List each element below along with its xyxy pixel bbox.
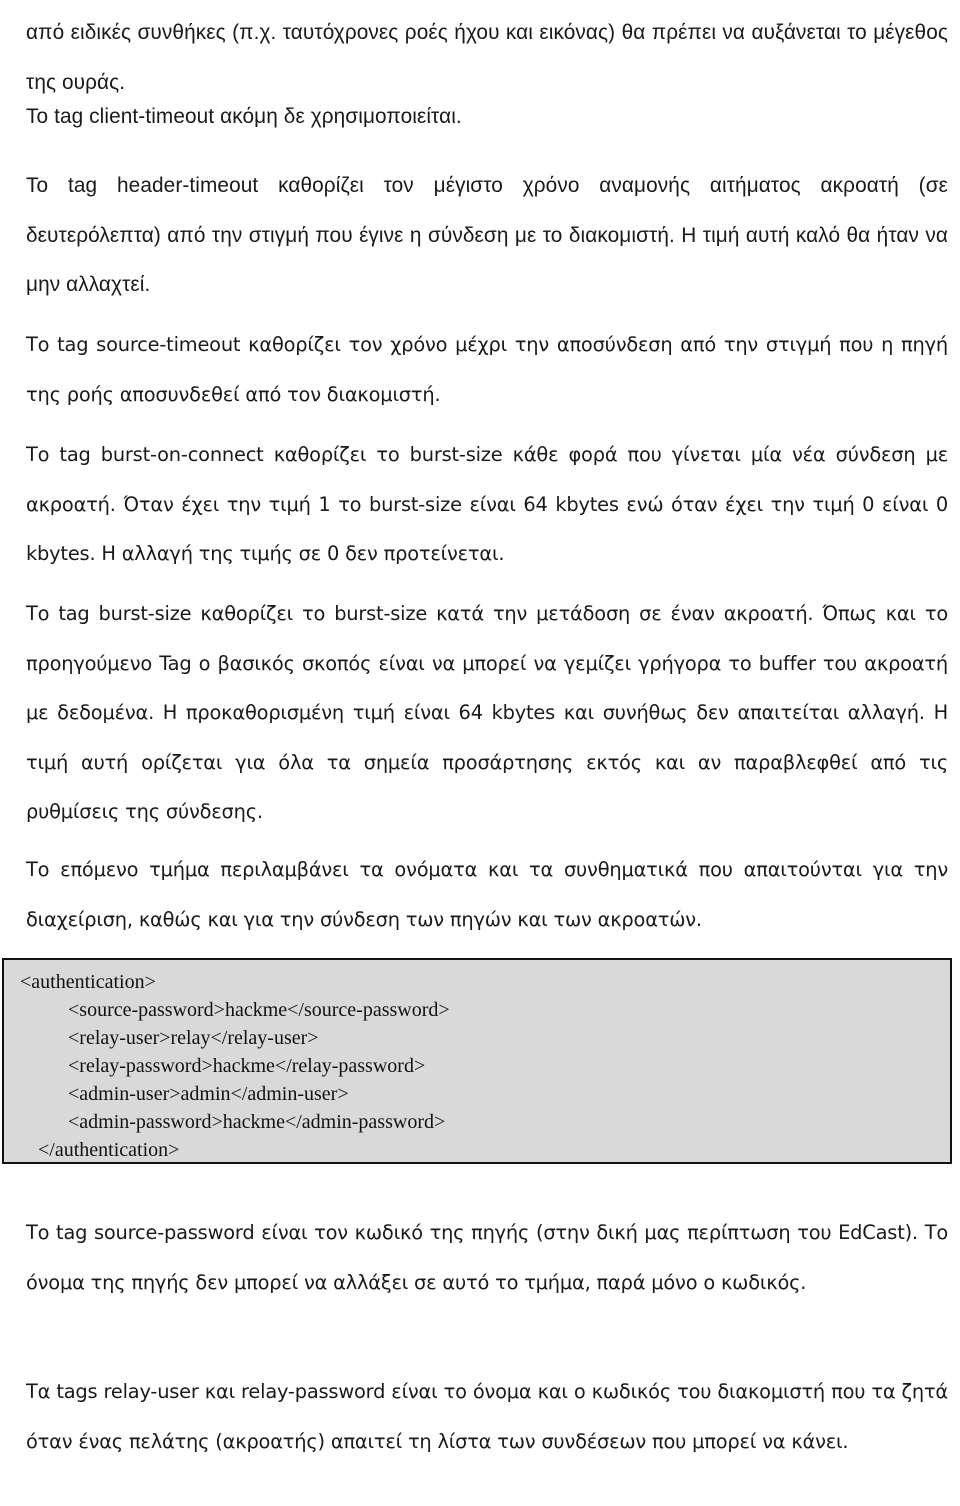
paragraph-header-timeout: Το tag header-timeout καθορίζει τον μέγιστο χρόνο αναμονής αιτήματος ακροατή (σε δευτερόλεπτα) από την στιγμή που έγινε η σύνδεση με το διακομιστή. Η τιμή αυτή καλό θα ήταν να μην αλλαχτεί. [26,174,948,296]
code-line-relay-user: <relay-user>relay</relay-user> [68,1027,319,1049]
paragraph-queue-size: από ειδικές συνθήκες (π.χ. ταυτόχρονες ροές ήχου και εικόνας) θα πρέπει να αυξάνεται το μέγεθος της ουράς. [26,21,948,94]
paragraph-client-timeout: Το tag client-timeout ακόμη δε χρησιμοποιείται. [26,105,462,128]
paragraph-burst-size: Το tag burst-size καθορίζει το burst-size κατά την μετάδοση σε έναν ακροατή. Όπως και το προηγούμενο Tag ο βασικός σκοπός είναι να μπορεί να γεμίζει γρήγορα το buffer του ακροατή με δεδομένα. Η προκαθορισμένη τιμή είναι 64 kbytes και συνήθως δεν απαιτείται αλλαγή. Η τιμή αυτή ορίζεται για όλα τα σημεία προσάρτησης εκτός και αν παραβλεφθεί από τις ρυθμίσεις της σύνδεσης. [26,602,948,823]
paragraph-burst-on-connect: Το tag burst-on-connect καθορίζει το burst-size κάθε φορά που γίνεται μία νέα σύνδεση με ακροατή. Όταν έχει την τιμή 1 το burst-size είναι 64 kbytes ενώ όταν έχει την τιμή 0 είναι 0 kbytes. Η αλλαγή της τιμής σε 0 δεν προτείνεται. [26,443,948,565]
paragraph-source-password: Το tag source-password είναι τον κωδικό της πηγής (στην δική μας περίπτωση του EdCast). Το όνομα της πηγής δεν μπορεί να αλλάξει σε αυτό το τμήμα, παρά μόνο ο κωδικός. [26,1221,948,1294]
code-line-source-password: <source-password>hackme</source-password> [68,999,450,1021]
authentication-code-block [2,958,952,1164]
paragraph-next-section: Το επόμενο τμήμα περιλαμβάνει τα ονόματα και τα συνθηματικά που απαιτούνται για την διαχείριση, καθώς και για την σύνδεση των πηγών και των ακροατών. [26,858,948,931]
code-line-close-tag: </authentication> [38,1139,180,1161]
paragraph-source-timeout: Το tag source-timeout καθορίζει τον χρόνο μέχρι την αποσύνδεση από την στιγμή που η πηγή της ροής αποσυνδεθεί από τον διακομιστή. [26,333,948,406]
code-line-relay-password: <relay-password>hackme</relay-password> [68,1055,426,1077]
paragraph-relay-user: Τα tags relay-user και relay-password είναι το όνομα και ο κωδικός του διακομιστή που τα ζητά όταν ένας πελάτης (ακροατής) απαιτεί τη λίστα των συνδέσεων που μπορεί να κάνει. [26,1380,948,1453]
code-line-open-tag: <authentication> [20,971,156,993]
code-line-admin-password: <admin-password>hackme</admin-password> [68,1111,446,1133]
code-line-admin-user: <admin-user>admin</admin-user> [68,1083,349,1105]
